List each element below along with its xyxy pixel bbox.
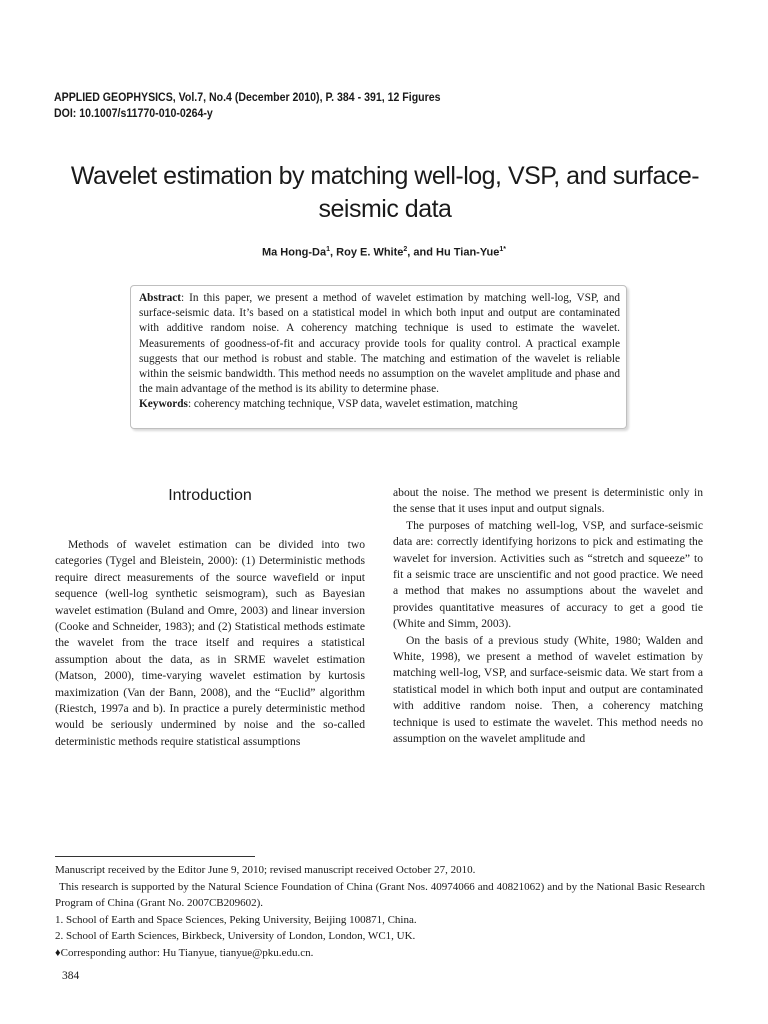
doi: DOI: 10.1007/s11770-010-0264-y [54,108,213,120]
page-number: 384 [62,970,80,982]
abstract [139,291,620,397]
author-separator: , and [407,246,437,259]
body-paragraph: Methods of wavelet estimation can be divided into two categories (Tygel and Bleistein, 2000): (1) Deterministic methods require direct measurements of the source wavefield or input sequence (well-log synthetic seismogram), such as Bayesian wavelet estimation (Buland and Omre, 2003) and linear inversion (Cooke and Schneider, 1983); and (2) Statistical methods estimate the wavelet from the trace itself and requires a statistical assumption about the data, as in SRME wavelet estimation (Matson, 2000), time-varying wavelet estimation by kurtosis maximization (Van der Bann, 2008), and the “Euclid” algorithm (Riestch, 1997a and b). In practice a purely deterministic method would be seriously undermined by noise and the so-called deterministic methods require statistical assumptions [55,538,365,748]
abstract-label: Abstract [139,292,182,304]
keywords [139,397,620,412]
footnote-divider [55,856,255,857]
left-column [55,537,365,750]
footnote-affiliation: 2. School of Earth Sciences, Birkbeck, University of London, London, WC1, UK. [55,930,416,942]
author-name: Hu Tian-Yue [436,246,500,259]
author-name: Ma Hong-Da [261,246,327,259]
journal-header [54,90,643,122]
author-affiliation-mark: 1* [499,246,507,253]
journal-citation: APPLIED GEOPHYSICS, Vol.7, No.4 (December 2010), P. 384 - 391, 12 Figures [54,92,441,104]
author-affiliation-mark: 1 [326,246,331,253]
footnote-funding: This research is supported by the Natural Science Foundation of China (Grant Nos. 40974066 and 40821062) and by the National Basic Research Program of China (Grant No. 2007CB209602). [55,880,705,909]
abstract-box [130,285,627,429]
footnote-affiliation: 1. School of Earth and Space Sciences, Peking University, Beijing 100871, China. [55,913,417,926]
author-list [0,243,768,260]
body-paragraph: about the noise. The method we present is deterministic only in the sense that it uses input and output signals. [393,486,703,516]
section-heading-introduction: Introduction [168,487,252,504]
right-column [393,485,703,748]
footnote-corresponding-author: ♦Corresponding author: Hu Tianyue, tianyue@pku.edu.cn. [55,946,314,959]
body-paragraph: The purposes of matching well-log, VSP, and surface-seismic data are: correctly identifying horizons to pick and estimating the wavelet for inversion. Activities such as “stretch and squeeze” to fit a seismic trace are unscientific and not good practice. We need a method that makes no assumptions about the wavelet and provides quantitative measures of accuracy to get a good tie (White and Simm, 2003). [393,518,703,631]
footnote-received: Manuscript received by the Editor June 9, 2010; revised manuscript received October 27, 2010. [55,864,476,876]
author-name: Roy E. White [336,246,404,259]
paper-title: Wavelet estimation by matching well-log, VSP, and surface-seismic data [70,162,700,223]
keywords-text: : coherency matching technique, VSP data, wavelet estimation, matching [187,398,518,411]
body-paragraph: On the basis of a previous study (White, 1980; Walden and White, 1998), we present a method of wavelet estimation by matching well-log, VSP, and surface-seismic data. We start from a statistical model in which both input and output are contaminated with additive random noise. Then, a coherency matching technique is used to estimate the wavelet. This method needs no assumption on the wavelet amplitude and [393,633,703,746]
author-affiliation-mark: 2 [403,246,408,253]
abstract-text: : In this paper, we present a method of wavelet estimation by matching well-log, VSP, and surface-seismic data. It’s based on a statistical model in which both input and output are contaminated with additive random noise. A coherency matching technique is used to estimate the wavelet. Measurements of goodness-of-fit and accuracy provide tools for quality control. A practical example suggests that our method is robust and stable. The matching and estimation of the wavelet is reliable within the seismic bandwidth. This method needs no assumption on the wavelet amplitude and phase and the main advantage of the method is its ability to determine phase. [139,292,620,396]
keywords-label: Keywords [139,398,188,411]
author-separator: , [330,246,337,259]
footnotes [55,862,705,961]
